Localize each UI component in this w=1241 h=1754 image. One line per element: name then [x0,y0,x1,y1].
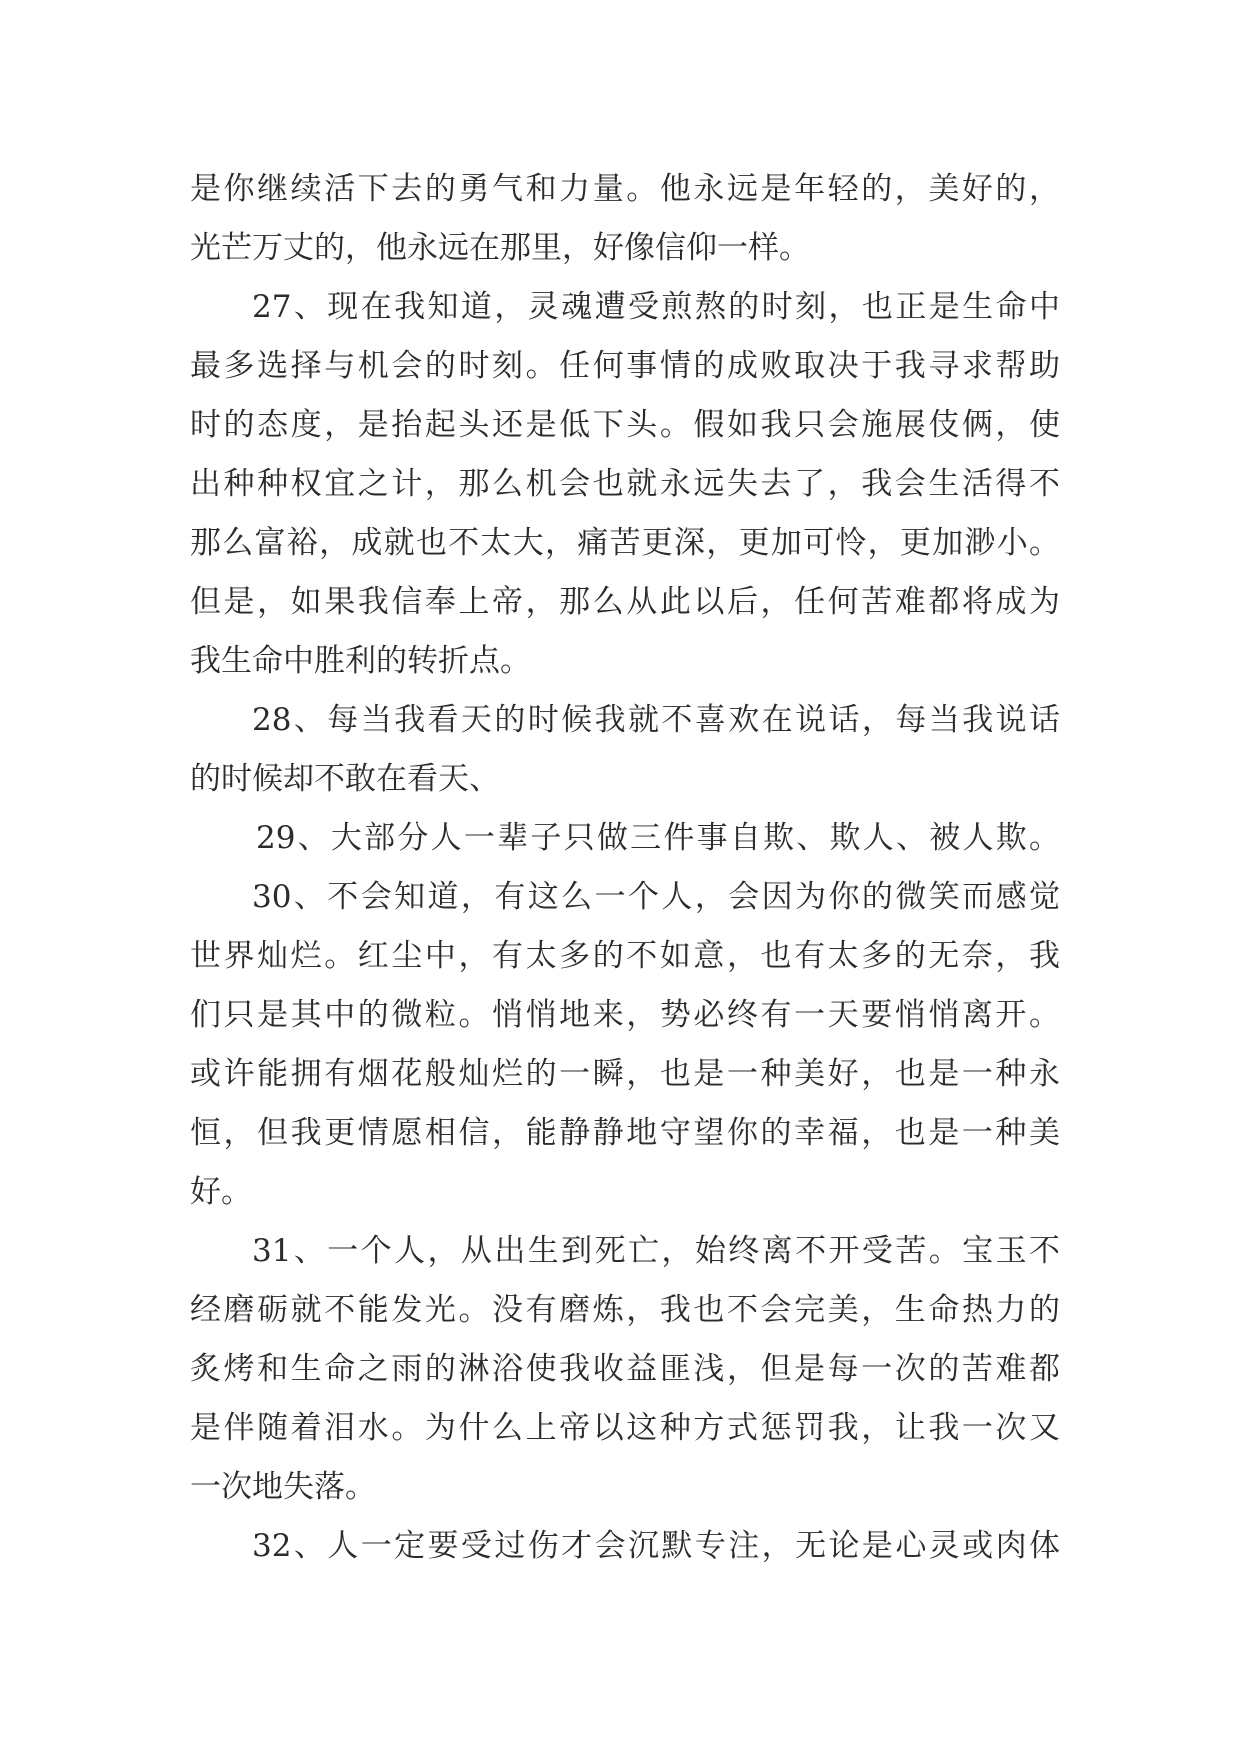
text-line: 好。 [190,1174,252,1210]
text-line: 30、不会知道，有这么一个人，会因为你的微笑而感觉 [252,879,1060,915]
text-line: 炙烤和生命之雨的淋浴使我收益匪浅，但是每一次的苦难都 [190,1351,1060,1387]
text-line: 们只是其中的微粒。悄悄地来，势必终有一天要悄悄离开。 [190,997,1060,1033]
body-text [190,160,1060,1576]
text-line: 31、一个人，从出生到死亡，始终离不开受苦。宝玉不 [252,1233,1060,1269]
text-line: 最多选择与机会的时刻。任何事情的成败取决于我寻求帮助 [190,348,1060,384]
text-line: 的时候却不敢在看天、 [190,761,500,797]
text-line: 恒，但我更情愿相信，能静静地守望你的幸福，也是一种美 [190,1115,1060,1151]
text-line: 光芒万丈的，他永远在那里，好像信仰一样。 [190,230,810,266]
text-line: 32、人一定要受过伤才会沉默专注，无论是心灵或肉体 [252,1528,1060,1564]
text-line: 我生命中胜利的转折点。 [190,643,531,679]
text-line: 经磨砺就不能发光。没有磨炼，我也不会完美，生命热力的 [190,1292,1060,1328]
text-line: 是伴随着泪水。为什么上帝以这种方式惩罚我，让我一次又 [190,1410,1060,1446]
text-line: 28、每当我看天的时候我就不喜欢在说话，每当我说话 [252,702,1060,738]
text-line: 27、现在我知道，灵魂遭受煎熬的时刻，也正是生命中 [252,289,1060,325]
text-line: 那么富裕，成就也不太大，痛苦更深，更加可怜，更加渺小。 [190,525,1060,561]
text-line: 一次地失落。 [190,1469,376,1505]
text-line: 或许能拥有烟花般灿烂的一瞬，也是一种美好，也是一种永 [190,1056,1060,1092]
text-line: 世界灿烂。红尘中，有太多的不如意，也有太多的无奈，我 [190,938,1060,974]
text-line: 但是，如果我信奉上帝，那么从此以后，任何苦难都将成为 [190,584,1060,620]
text-line: 29、大部分人一辈子只做三件事自欺、欺人、被人欺。 [256,820,1060,856]
text-line: 时的态度，是抬起头还是低下头。假如我只会施展伎俩，使 [190,407,1060,443]
text-line: 出种种权宜之计，那么机会也就永远失去了，我会生活得不 [190,466,1060,502]
text-line: 是你继续活下去的勇气和力量。他永远是年轻的，美好的， [190,171,1060,207]
